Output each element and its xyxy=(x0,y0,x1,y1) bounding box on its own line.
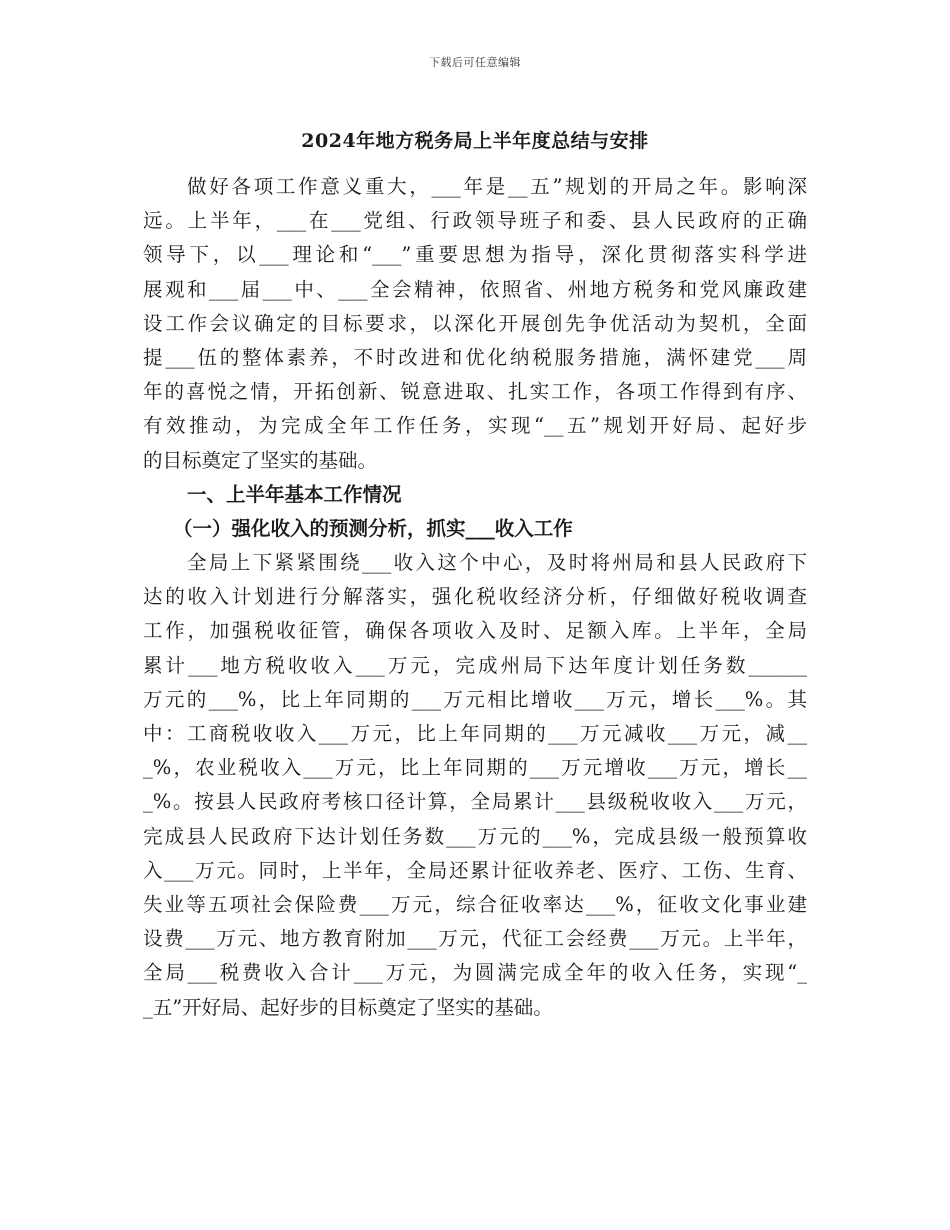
paragraph-line: 设工作会议确定的目标要求，以深化开展创先争优活动为契机，全面 xyxy=(143,311,807,335)
paragraph-line: 远。上半年，___在___党组、行政领导班子和委、县人民政府的正确 xyxy=(143,209,807,233)
paragraph-line: 年的喜悦之情，开拓创新、锐意进取、扎实工作，各项工作得到有序、 xyxy=(143,380,807,404)
paragraph-line: 设费___万元、地方教育附加___万元，代征工会经费___万元。上半年， xyxy=(143,927,807,951)
paragraph-line: _%，农业税收入___万元，比上年同期的___万元增收___万元，增长__ xyxy=(143,756,807,780)
paragraph-line: 全局上下紧紧围绕___收入这个中心，及时将州局和县人民政府下 xyxy=(187,551,807,575)
paragraph-line: 做好各项工作意义重大，___年是__五”规划的开局之年。影响深 xyxy=(187,175,807,198)
paragraph-line: 中：工商税收收入___万元，比上年同期的___万元减收___万元，减__ xyxy=(143,722,807,745)
subsection-heading: （一）强化收入的预测分析，抓实___收入工作 xyxy=(173,516,573,540)
paragraph-line: 累计___地方税收收入___万元，完成州局下达年度计划任务数______ xyxy=(143,653,807,677)
paragraph-line: 领导下，以___理论和“___”重要思想为指导，深化贯彻落实科学进 xyxy=(143,243,807,267)
paragraph-line: 提___伍的整体素养，不时改进和优化纳税服务措施，满怀建党___周 xyxy=(143,345,807,369)
paragraph-line: 失业等五项社会保险费___万元，综合征收率达___%，征收文化事业建 xyxy=(143,892,807,916)
paragraph-line: 完成县人民政府下达计划任务数___万元的___%，完成县级一般预算收 xyxy=(143,824,807,848)
paragraph-line: _%。按县人民政府考核口径计算，全局累计___县级税收收入___万元， xyxy=(143,790,807,814)
paragraph-line: 入___万元。同时，上半年，全局还累计征收养老、医疗、工伤、生育、 xyxy=(143,858,807,882)
paragraph-line: 全局___税费收入合计___万元，为圆满完成全年的收入任务，实现“_ xyxy=(143,961,807,985)
section-heading: 一、上半年基本工作情况 xyxy=(187,482,402,506)
paragraph-line: 万元的___%，比上年同期的___万元相比增收___万元，增长___%。其 xyxy=(143,687,807,711)
paragraph-line: 工作，加强税收征管，确保各项收入及时、足额入库。上半年，全局 xyxy=(143,619,807,643)
paragraph-line: 达的收入计划进行分解落实，强化税收经济分析，仔细做好税收调查 xyxy=(143,585,807,609)
watermark-header: 下载后可任意编辑 xyxy=(429,56,521,69)
document-title: 2024年地方税务局上半年度总结与安排 xyxy=(301,130,649,152)
paragraph-line: 展观和___届___中、___全会精神，依照省、州地方税务和党风廉政建 xyxy=(143,277,807,301)
paragraph-intro xyxy=(143,170,807,1025)
paragraph-line: 的目标奠定了坚实的基础。 xyxy=(143,448,378,472)
paragraph-line: _五”开好局、起好步的目标奠定了坚实的基础。 xyxy=(143,995,553,1019)
paragraph-line: 有效推动，为完成全年工作任务，实现“__五”规划开好局、起好步 xyxy=(143,414,807,438)
